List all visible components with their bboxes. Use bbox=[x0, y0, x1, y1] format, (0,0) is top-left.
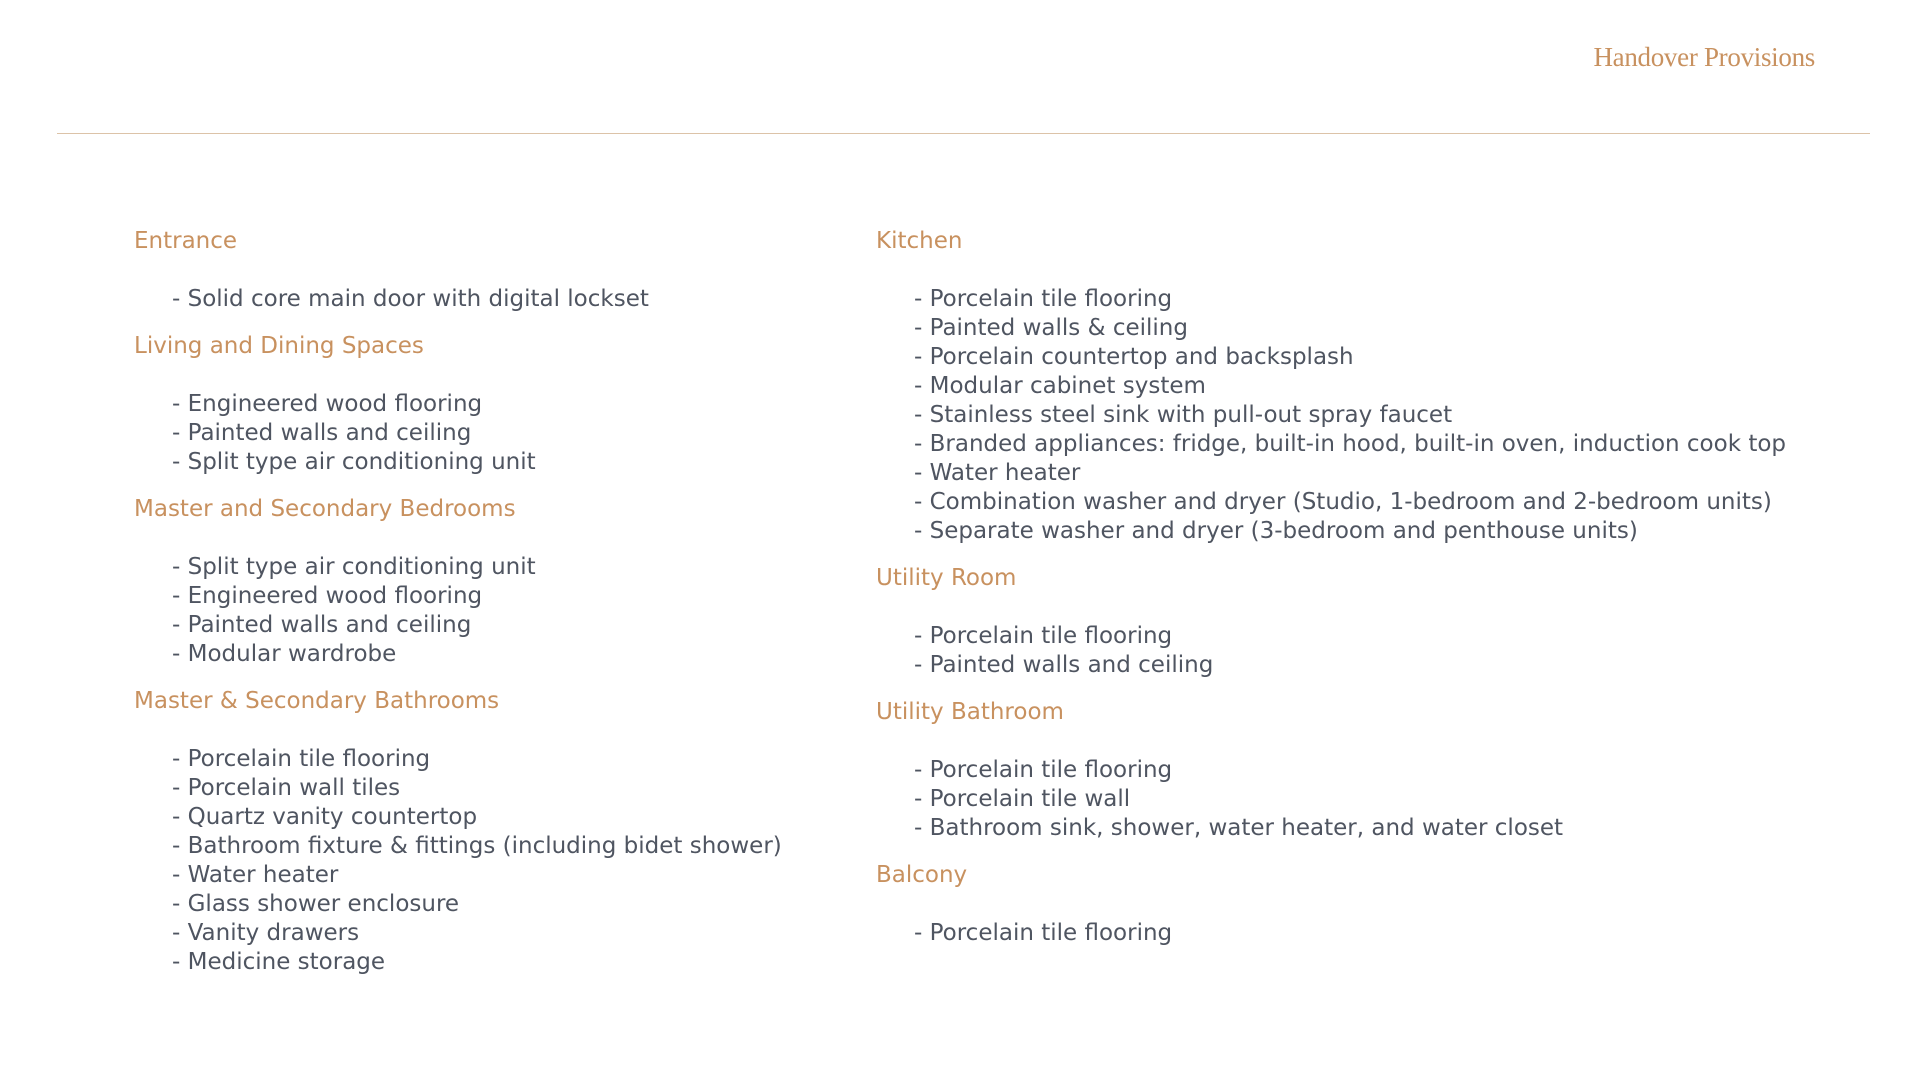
section-utility-bathroom bbox=[876, 698, 1876, 843]
provision-list bbox=[134, 390, 854, 477]
provision-item: - Split type air conditioning unit bbox=[172, 449, 536, 475]
section-master-and-secondary-bedrooms bbox=[134, 495, 854, 669]
section-heading: Kitchen bbox=[876, 228, 963, 254]
provision-item: - Porcelain tile flooring bbox=[172, 746, 431, 772]
provision-item: - Porcelain tile wall bbox=[914, 786, 1131, 812]
provision-item: - Porcelain tile flooring bbox=[914, 920, 1173, 946]
provision-item: - Porcelain countertop and backsplash bbox=[914, 344, 1354, 370]
left-column bbox=[134, 227, 854, 995]
provision-list bbox=[876, 285, 1876, 546]
provision-item: - Porcelain tile flooring bbox=[914, 757, 1173, 783]
section-heading: Utility Bathroom bbox=[876, 699, 1064, 725]
provision-list bbox=[134, 285, 854, 314]
section-master-and-secondary-bathrooms bbox=[134, 687, 854, 977]
section-heading: Utility Room bbox=[876, 565, 1017, 591]
header-divider bbox=[57, 133, 1870, 134]
section-heading: Master & Secondary Bathrooms bbox=[134, 688, 500, 714]
provision-list bbox=[134, 745, 854, 977]
provision-list bbox=[876, 919, 1876, 948]
provision-item: - Combination washer and dryer (Studio, 1-bedroom and 2-bedroom units) bbox=[914, 489, 1772, 515]
section-heading: Entrance bbox=[134, 228, 238, 254]
section-living-and-dining-spaces bbox=[134, 332, 854, 477]
section-balcony bbox=[876, 861, 1876, 948]
page-title: Handover Provisions bbox=[1593, 42, 1815, 72]
provision-list bbox=[876, 622, 1876, 680]
provision-item: - Glass shower enclosure bbox=[172, 891, 460, 917]
provision-item: - Branded appliances: fridge, built-in hood, built-in oven, induction cook top bbox=[914, 431, 1787, 457]
section-kitchen bbox=[876, 227, 1876, 546]
section-heading: Master and Secondary Bedrooms bbox=[134, 496, 516, 522]
provision-item: - Split type air conditioning unit bbox=[172, 554, 536, 580]
provision-item: - Vanity drawers bbox=[172, 920, 360, 946]
provision-item: - Bathroom fixture & fittings (including bidet shower) bbox=[172, 833, 782, 859]
provision-item: - Solid core main door with digital lockset bbox=[172, 286, 649, 312]
provision-item: - Porcelain tile flooring bbox=[914, 623, 1173, 649]
provision-item: - Engineered wood flooring bbox=[172, 583, 483, 609]
provision-item: - Quartz vanity countertop bbox=[172, 804, 478, 830]
provision-item: - Porcelain wall tiles bbox=[172, 775, 401, 801]
provision-item: - Water heater bbox=[172, 862, 339, 888]
provision-list bbox=[134, 553, 854, 669]
section-heading: Living and Dining Spaces bbox=[134, 333, 424, 359]
right-column bbox=[876, 227, 1876, 966]
provision-item: - Modular cabinet system bbox=[914, 373, 1206, 399]
provision-item: - Painted walls & ceiling bbox=[914, 315, 1188, 341]
provision-list bbox=[876, 756, 1876, 843]
provision-item: - Water heater bbox=[914, 460, 1081, 486]
provision-item: - Painted walls and ceiling bbox=[172, 612, 472, 638]
provision-item: - Porcelain tile flooring bbox=[914, 286, 1173, 312]
section-heading: Balcony bbox=[876, 862, 968, 888]
provision-item: - Painted walls and ceiling bbox=[914, 652, 1214, 678]
provision-item: - Engineered wood flooring bbox=[172, 391, 483, 417]
section-entrance bbox=[134, 227, 854, 314]
provision-item: - Stainless steel sink with pull-out spray faucet bbox=[914, 402, 1453, 428]
provision-item: - Bathroom sink, shower, water heater, and water closet bbox=[914, 815, 1564, 841]
provision-item: - Separate washer and dryer (3-bedroom and penthouse units) bbox=[914, 518, 1638, 544]
provision-item: - Modular wardrobe bbox=[172, 641, 397, 667]
section-utility-room bbox=[876, 564, 1876, 680]
provision-item: - Medicine storage bbox=[172, 949, 386, 975]
provision-item: - Painted walls and ceiling bbox=[172, 420, 472, 446]
